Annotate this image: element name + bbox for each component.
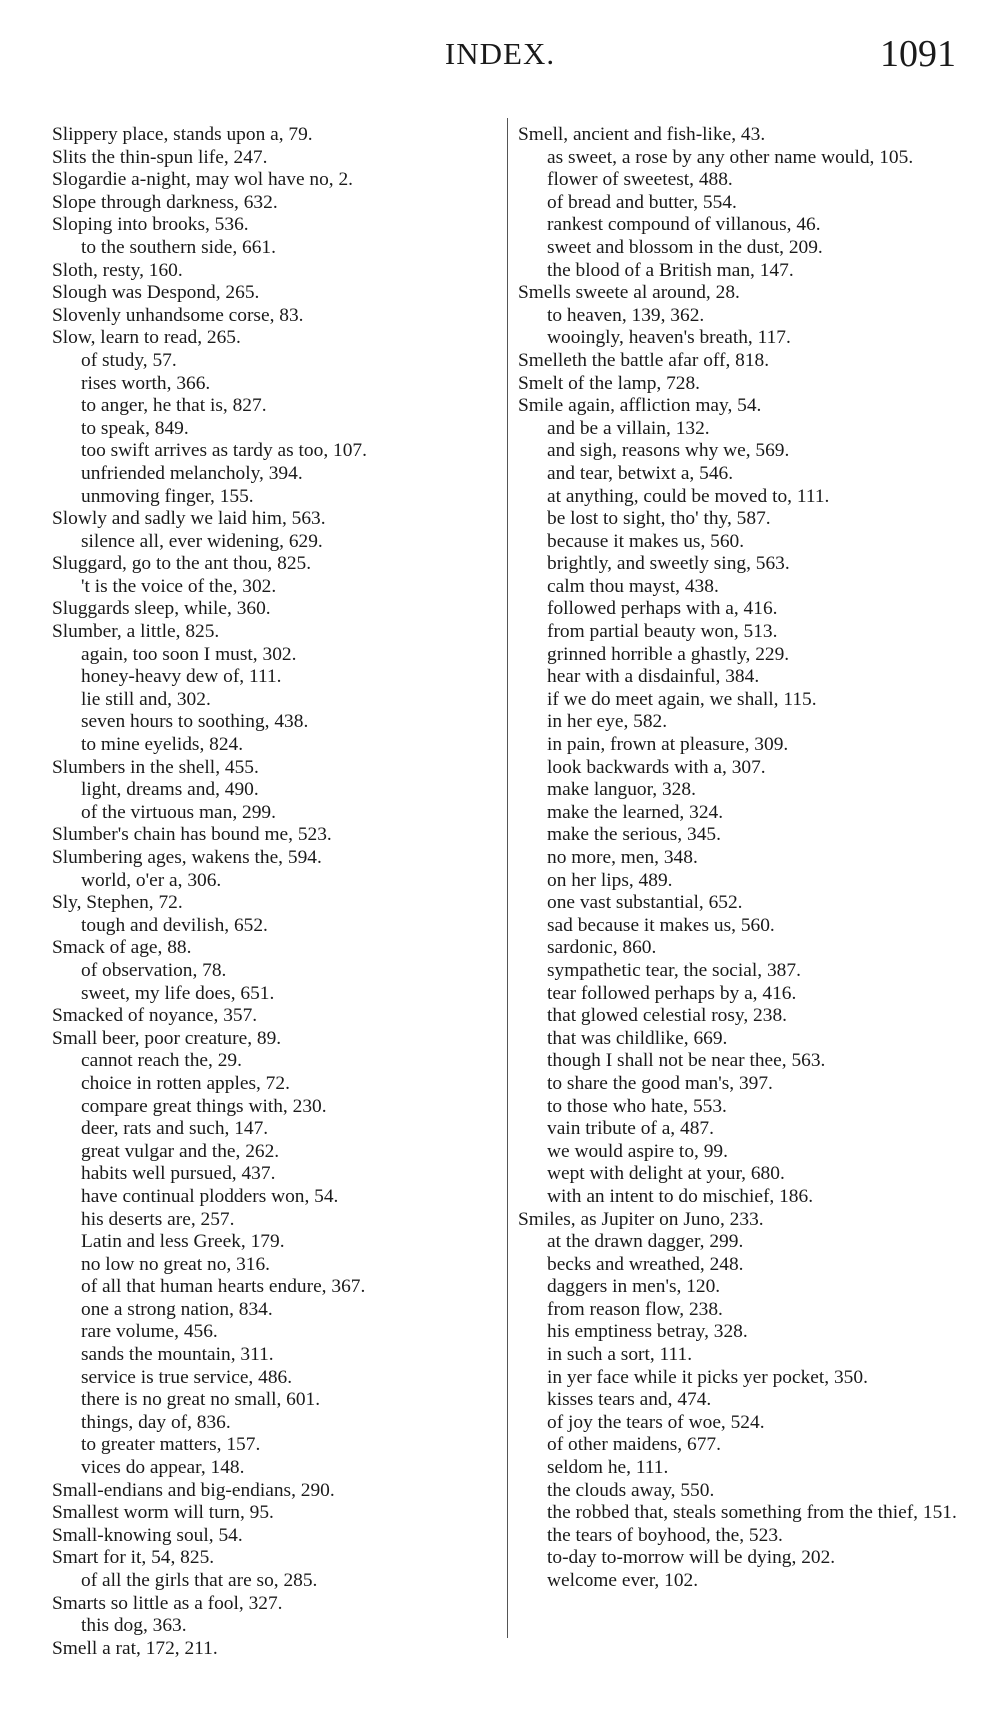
index-subentry: that glowed celestial rosy, 238. [547,1005,787,1027]
index-subentry: Latin and less Greek, 179. [81,1231,285,1253]
index-subentry: flower of sweetest, 488. [547,169,733,191]
index-subentry: on her lips, 489. [547,869,673,891]
index-subentry: no more, men, 348. [547,847,698,868]
index-subentry: at anything, could be moved to, 111. [547,485,830,507]
index-subentry: great vulgar and the, 262. [81,1140,280,1162]
index-entry: Slogardie a-night, may wol have no, 2. [52,169,354,191]
index-subentry: and tear, betwixt a, 546. [547,462,734,484]
index-entry: Slovenly unhandsome corse, 83. [52,304,304,326]
index-subentry: sad because it makes us, 560. [547,914,775,936]
index-subentry: one vast substantial, 652. [547,892,743,914]
index-subentry: grinned horrible a ghastly, 229. [547,643,790,665]
index-subentry: no low no great no, 316. [81,1253,271,1275]
index-entry: Slowly and sadly we laid him, 563. [52,508,326,530]
index-subentry: though I shall not be near thee, 563. [547,1050,826,1072]
index-subentry: to heaven, 139, 362. [547,304,705,326]
index-entry: Smile again, affliction may, 54. [518,395,762,417]
index-column-left [52,124,507,1660]
index-subentry: choice in rotten apples, 72. [81,1072,290,1094]
index-subentry: calm thou mayst, 438. [547,575,719,597]
index-entry: Slough was Despond, 265. [52,282,260,304]
index-subentry: sympathetic tear, the social, 387. [547,959,801,981]
index-entry: Small beer, poor creature, 89. [52,1027,282,1049]
index-subentry: his deserts are, 257. [81,1208,235,1230]
index-entry: Slumber, a little, 825. [52,621,220,643]
index-subentry: to the southern side, 661. [81,236,276,258]
index-entry: Slumbering ages, wakens the, 594. [52,847,322,868]
index-entry: Slope through darkness, 632. [52,191,278,213]
index-subentry: rare volume, 456. [81,1321,218,1343]
index-subentry: light, dreams and, 490. [81,779,259,801]
index-entry: Slumbers in the shell, 455. [52,756,259,778]
index-subentry: kisses tears and, 474. [547,1389,712,1411]
index-subentry: honey-heavy dew of, 111. [81,666,282,688]
index-subentry: this dog, 363. [81,1615,187,1637]
index-subentry: in yer face while it picks yer pocket, 350. [547,1366,868,1388]
index-subentry: the tears of boyhood, the, 523. [547,1524,783,1546]
index-subentry: service is true service, 486. [81,1366,293,1388]
column-divider [507,118,508,1638]
index-entry: Smelt of the lamp, 728. [518,372,701,394]
index-entry: Smack of age, 88. [52,937,192,959]
index-subentry: in such a sort, 111. [547,1344,693,1366]
index-subentry: sweet and blossom in the dust, 209. [547,236,823,258]
index-entry: Sluggard, go to the ant thou, 825. [52,553,312,575]
index-entry: Slits the thin-spun life, 247. [52,146,268,168]
index-subentry: the clouds away, 550. [547,1479,715,1501]
index-subentry: make languor, 328. [547,779,696,801]
index-subentry: to those who hate, 553. [547,1095,727,1117]
index-subentry: tough and devilish, 652. [81,914,268,936]
index-subentry: world, o'er a, 306. [81,869,222,891]
index-entry: Smart for it, 54, 825. [52,1547,215,1569]
index-subentry: one a strong nation, 834. [81,1298,273,1320]
index-subentry: deer, rats and such, 147. [81,1118,269,1140]
index-entry: Smarts so little as a fool, 327. [52,1592,283,1614]
index-subentry: with an intent to do mischief, 186. [547,1185,814,1207]
index-subentry: of bread and butter, 554. [547,191,737,213]
index-subentry: and be a villain, 132. [547,417,710,439]
index-subentry: cannot reach the, 29. [81,1050,242,1072]
index-subentry: rankest compound of villanous, 46. [547,214,821,236]
index-subentry: of observation, 78. [81,959,227,981]
index-subentry: to share the good man's, 397. [547,1072,773,1094]
index-subentry: vain tribute of a, 487. [547,1118,714,1140]
index-subentry: 't is the voice of the, 302. [81,575,277,597]
index-subentry: the blood of a British man, 147. [547,259,794,281]
index-subentry: because it makes us, 560. [547,530,745,552]
index-subentry: brightly, and sweetly sing, 563. [547,553,790,575]
index-entry: Sly, Stephen, 72. [52,892,183,914]
index-subentry: silence all, ever widening, 629. [81,530,323,552]
index-subentry: again, too soon I must, 302. [81,643,297,665]
index-entry: Smell a rat, 172, 211. [52,1637,218,1659]
page-title: INDEX. [444,36,556,71]
index-subentry: daggers in men's, 120. [547,1276,721,1298]
index-subentry: at the drawn dagger, 299. [547,1231,744,1253]
index-entry: Slow, learn to read, 265. [52,327,241,349]
index-subentry: unfriended melancholy, 394. [81,462,303,484]
index-subentry: the robbed that, steals something from the thief, 151. [547,1502,957,1524]
index-subentry: that was childlike, 669. [547,1027,728,1049]
index-subentry: of joy the tears of woe, 524. [547,1411,765,1433]
index-subentry: sardonic, 860. [547,937,657,959]
index-subentry: of other maidens, 677. [547,1434,721,1456]
index-subentry: to mine eyelids, 824. [81,734,244,756]
index-entry: Sloping into brooks, 536. [52,214,249,236]
index-subentry: in her eye, 582. [547,711,668,733]
index-subentry: sands the mountain, 311. [81,1344,274,1366]
index-entry: Smiles, as Jupiter on Juno, 233. [518,1208,764,1230]
index-entry: Sluggards sleep, while, 360. [52,598,271,620]
index-subentry: be lost to sight, tho' thy, 587. [547,508,771,530]
index-subentry: his emptiness betray, 328. [547,1321,748,1343]
index-subentry: from partial beauty won, 513. [547,621,778,643]
index-subentry: of all that human hearts endure, 367. [81,1276,366,1298]
index-entry: Smallest worm will turn, 95. [52,1502,274,1524]
index-subentry: if we do meet again, we shall, 115. [547,688,817,710]
index-entry: Smells sweete al around, 28. [518,282,740,304]
index-subentry: have continual plodders won, 54. [81,1185,339,1207]
index-subentry: lie still and, 302. [81,688,211,710]
index-subentry: from reason flow, 238. [547,1298,723,1320]
index-subentry: vices do appear, 148. [81,1457,245,1479]
index-subentry: make the learned, 324. [547,801,724,823]
index-subentry: seldom he, 111. [547,1457,669,1479]
index-subentry: wooingly, heaven's breath, 117. [547,327,791,349]
index-subentry: compare great things with, 230. [81,1095,327,1117]
index-subentry: of the virtuous man, 299. [81,801,276,823]
index-column-right [518,124,978,1593]
index-subentry: seven hours to soothing, 438. [81,711,309,733]
index-entry: Slippery place, stands upon a, 79. [52,124,313,145]
index-subentry: of study, 57. [81,349,177,371]
index-subentry: of all the girls that are so, 285. [81,1570,318,1591]
index-subentry: wept with delight at your, 680. [547,1163,785,1185]
index-subentry: in pain, frown at pleasure, 309. [547,734,789,756]
index-subentry: as sweet, a rose by any other name would, 105. [547,146,914,168]
index-subentry: we would aspire to, 99. [547,1140,728,1162]
index-subentry: habits well pursued, 437. [81,1163,276,1185]
index-subentry: to speak, 849. [81,417,189,439]
index-entry: Smell, ancient and fish-like, 43. [518,124,766,145]
index-subentry: unmoving finger, 155. [81,485,254,507]
index-subentry: look backwards with a, 307. [547,756,766,778]
index-entry: Small-knowing soul, 54. [52,1524,243,1546]
index-entry: Smacked of noyance, 357. [52,1005,258,1027]
index-subentry: hear with a disdainful, 384. [547,666,760,688]
index-subentry: make the serious, 345. [547,824,721,846]
index-entry: Small-endians and big-endians, 290. [52,1479,335,1501]
index-subentry: to anger, he that is, 827. [81,395,267,417]
index-entry: Slumber's chain has bound me, 523. [52,824,332,846]
page-header [0,32,1000,80]
index-subentry: welcome ever, 102. [547,1570,699,1591]
page-number: 1091 [880,33,956,75]
index-subentry: followed perhaps with a, 416. [547,598,778,620]
index-subentry: to greater matters, 157. [81,1434,261,1456]
index-subentry: too swift arrives as tardy as too, 107. [81,440,367,462]
index-subentry: things, day of, 836. [81,1411,231,1433]
index-subentry: there is no great no small, 601. [81,1389,321,1411]
index-subentry: and sigh, reasons why we, 569. [547,440,790,462]
index-subentry: tear followed perhaps by a, 416. [547,982,797,1004]
index-subentry: becks and wreathed, 248. [547,1253,744,1275]
index-subentry: rises worth, 366. [81,372,211,394]
index-subentry: sweet, my life does, 651. [81,982,275,1004]
index-subentry: to-day to-morrow will be dying, 202. [547,1547,836,1569]
index-entry: Sloth, resty, 160. [52,259,183,281]
index-entry: Smelleth the battle afar off, 818. [518,349,770,371]
